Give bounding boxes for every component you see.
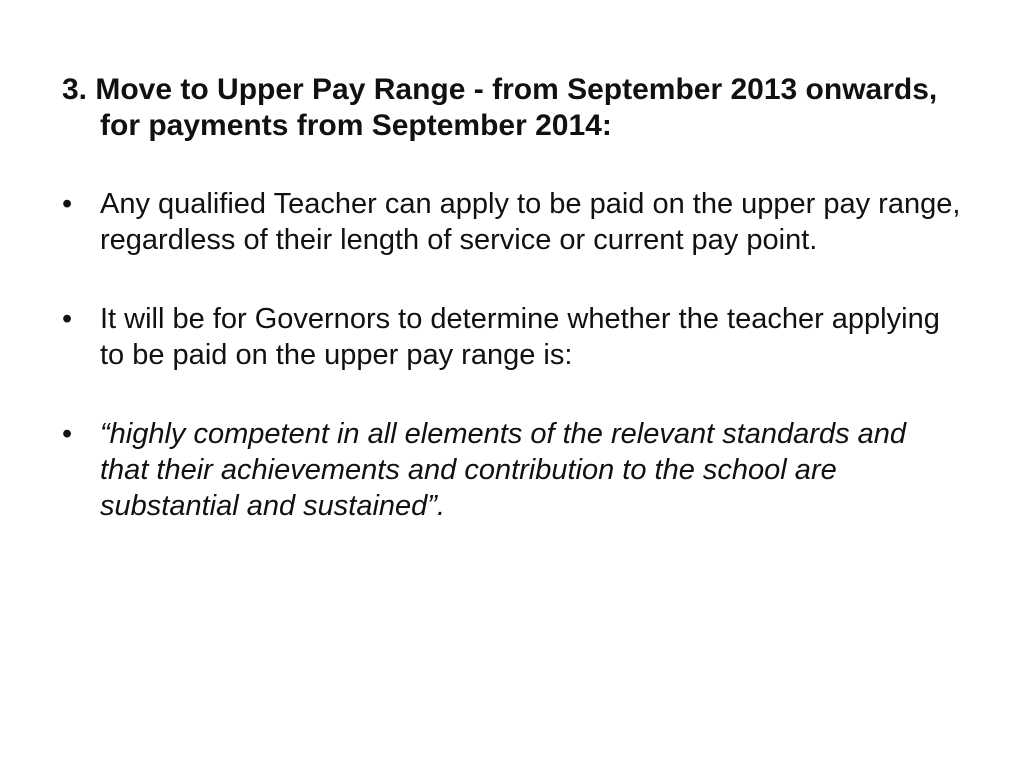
bullet-text: Any qualified Teacher can apply to be paid on the upper pay range, regardless of their length of service or current pay point. — [100, 188, 961, 256]
bullet-text: It will be for Governors to determine whether the teacher applying to be paid on the upper pay range is: — [100, 303, 940, 371]
bullet-item — [62, 301, 962, 373]
bullet-text-quote: “highly competent in all elements of the relevant standards and that their achievements and contribution to the school are substantial and sustained”. — [100, 418, 907, 522]
bullet-list — [62, 186, 962, 524]
bullet-item — [62, 186, 962, 258]
bullet-icon: • — [62, 188, 73, 220]
slide-heading: 3. Move to Upper Pay Range - from September 2013 onwards, for payments from September 2014: — [62, 73, 938, 142]
bullet-icon: • — [62, 303, 73, 335]
bullet-icon: • — [62, 418, 73, 450]
bullet-item — [62, 416, 962, 524]
